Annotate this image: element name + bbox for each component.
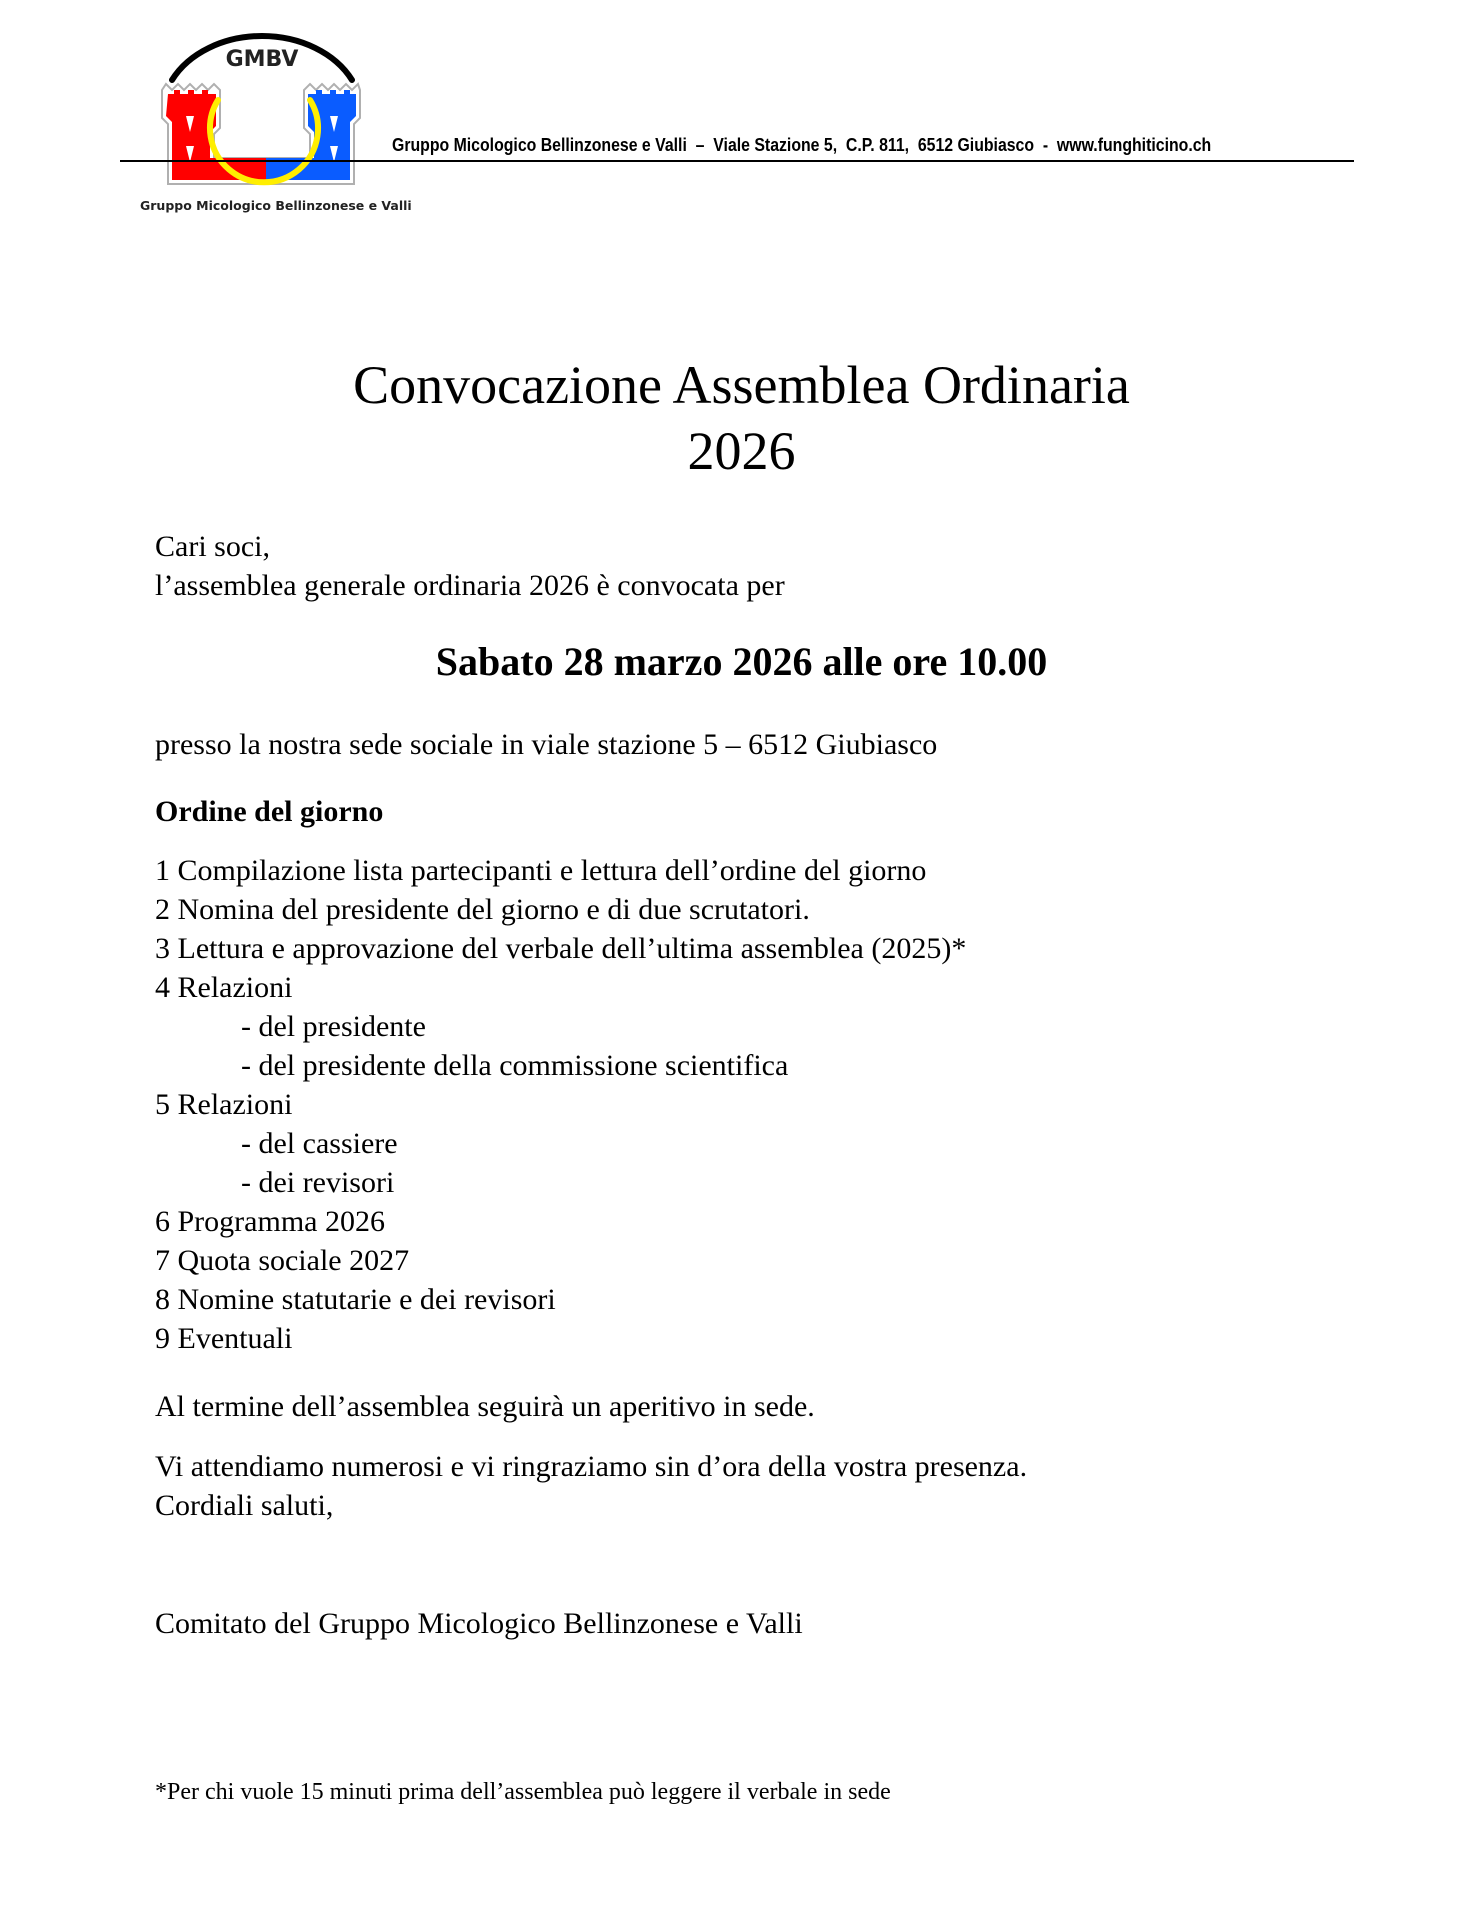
logo-acronym: GMBV — [225, 47, 299, 72]
agenda-item: 5 Relazioni — [155, 1088, 293, 1121]
castle-logo-icon — [160, 20, 380, 195]
agenda-subitem: - del cassiere — [241, 1127, 398, 1160]
salutation: Cari soci, — [155, 530, 270, 563]
agenda-item: 7 Quota sociale 2027 — [155, 1244, 410, 1277]
thanks-text: Vi attendiamo numerosi e vi ringraziamo sin d’ora della vostra presenza. — [155, 1450, 1028, 1483]
signature: Comitato del Gruppo Micologico Bellinzonese e Valli — [155, 1607, 803, 1640]
agenda-subitem: - del presidente della commissione scientifica — [241, 1049, 789, 1082]
agenda-item: 3 Lettura e approvazione del verbale dell’ultima assemblea (2025)* — [155, 932, 967, 965]
header-divider — [120, 160, 1354, 162]
agenda-item: 8 Nomine statutarie e dei revisori — [155, 1283, 556, 1316]
regards-text: Cordiali saluti, — [155, 1489, 334, 1522]
aperitivo-note: Al termine dell’assemblea seguirà un aperitivo in sede. — [155, 1390, 815, 1423]
page-title — [0, 352, 1483, 484]
agenda-list — [155, 851, 966, 1358]
agenda-item: 6 Programma 2026 — [155, 1205, 385, 1238]
gmbv-logo — [160, 20, 380, 195]
footnote: *Per chi vuole 15 minuti prima dell’assemblea può leggere il verbale in sede — [155, 1779, 891, 1805]
meeting-date-time: Sabato 28 marzo 2026 alle ore 10.00 — [435, 639, 1048, 684]
agenda-subitem: - del presidente — [241, 1010, 426, 1043]
intro-text: l’assemblea generale ordinaria 2026 è convocata per — [155, 569, 785, 602]
greeting-block — [155, 527, 785, 605]
header-contact-line: Gruppo Micologico Bellinzonese e Valli – Viale Stazione 5, C.P. 811, 6512 Giubiasco - www.funghiticino.ch — [392, 135, 1212, 155]
agenda-item: 4 Relazioni — [155, 971, 293, 1004]
title-line-1: Convocazione Assemblea Ordinaria — [353, 355, 1130, 415]
agenda-item: 2 Nomina del presidente del giorno e di due scrutatori. — [155, 893, 810, 926]
agenda-item: 1 Compilazione lista partecipanti e lettura dell’ordine del giorno — [155, 854, 927, 887]
agenda-heading: Ordine del giorno — [155, 795, 384, 828]
venue-text: presso la nostra sede sociale in viale stazione 5 – 6512 Giubiasco — [155, 728, 938, 761]
title-line-2: 2026 — [687, 421, 796, 481]
logo-caption: Gruppo Micologico Bellinzonese e Valli — [140, 198, 412, 213]
agenda-subitem: - dei revisori — [241, 1166, 395, 1199]
agenda-item: 9 Eventuali — [155, 1322, 293, 1355]
